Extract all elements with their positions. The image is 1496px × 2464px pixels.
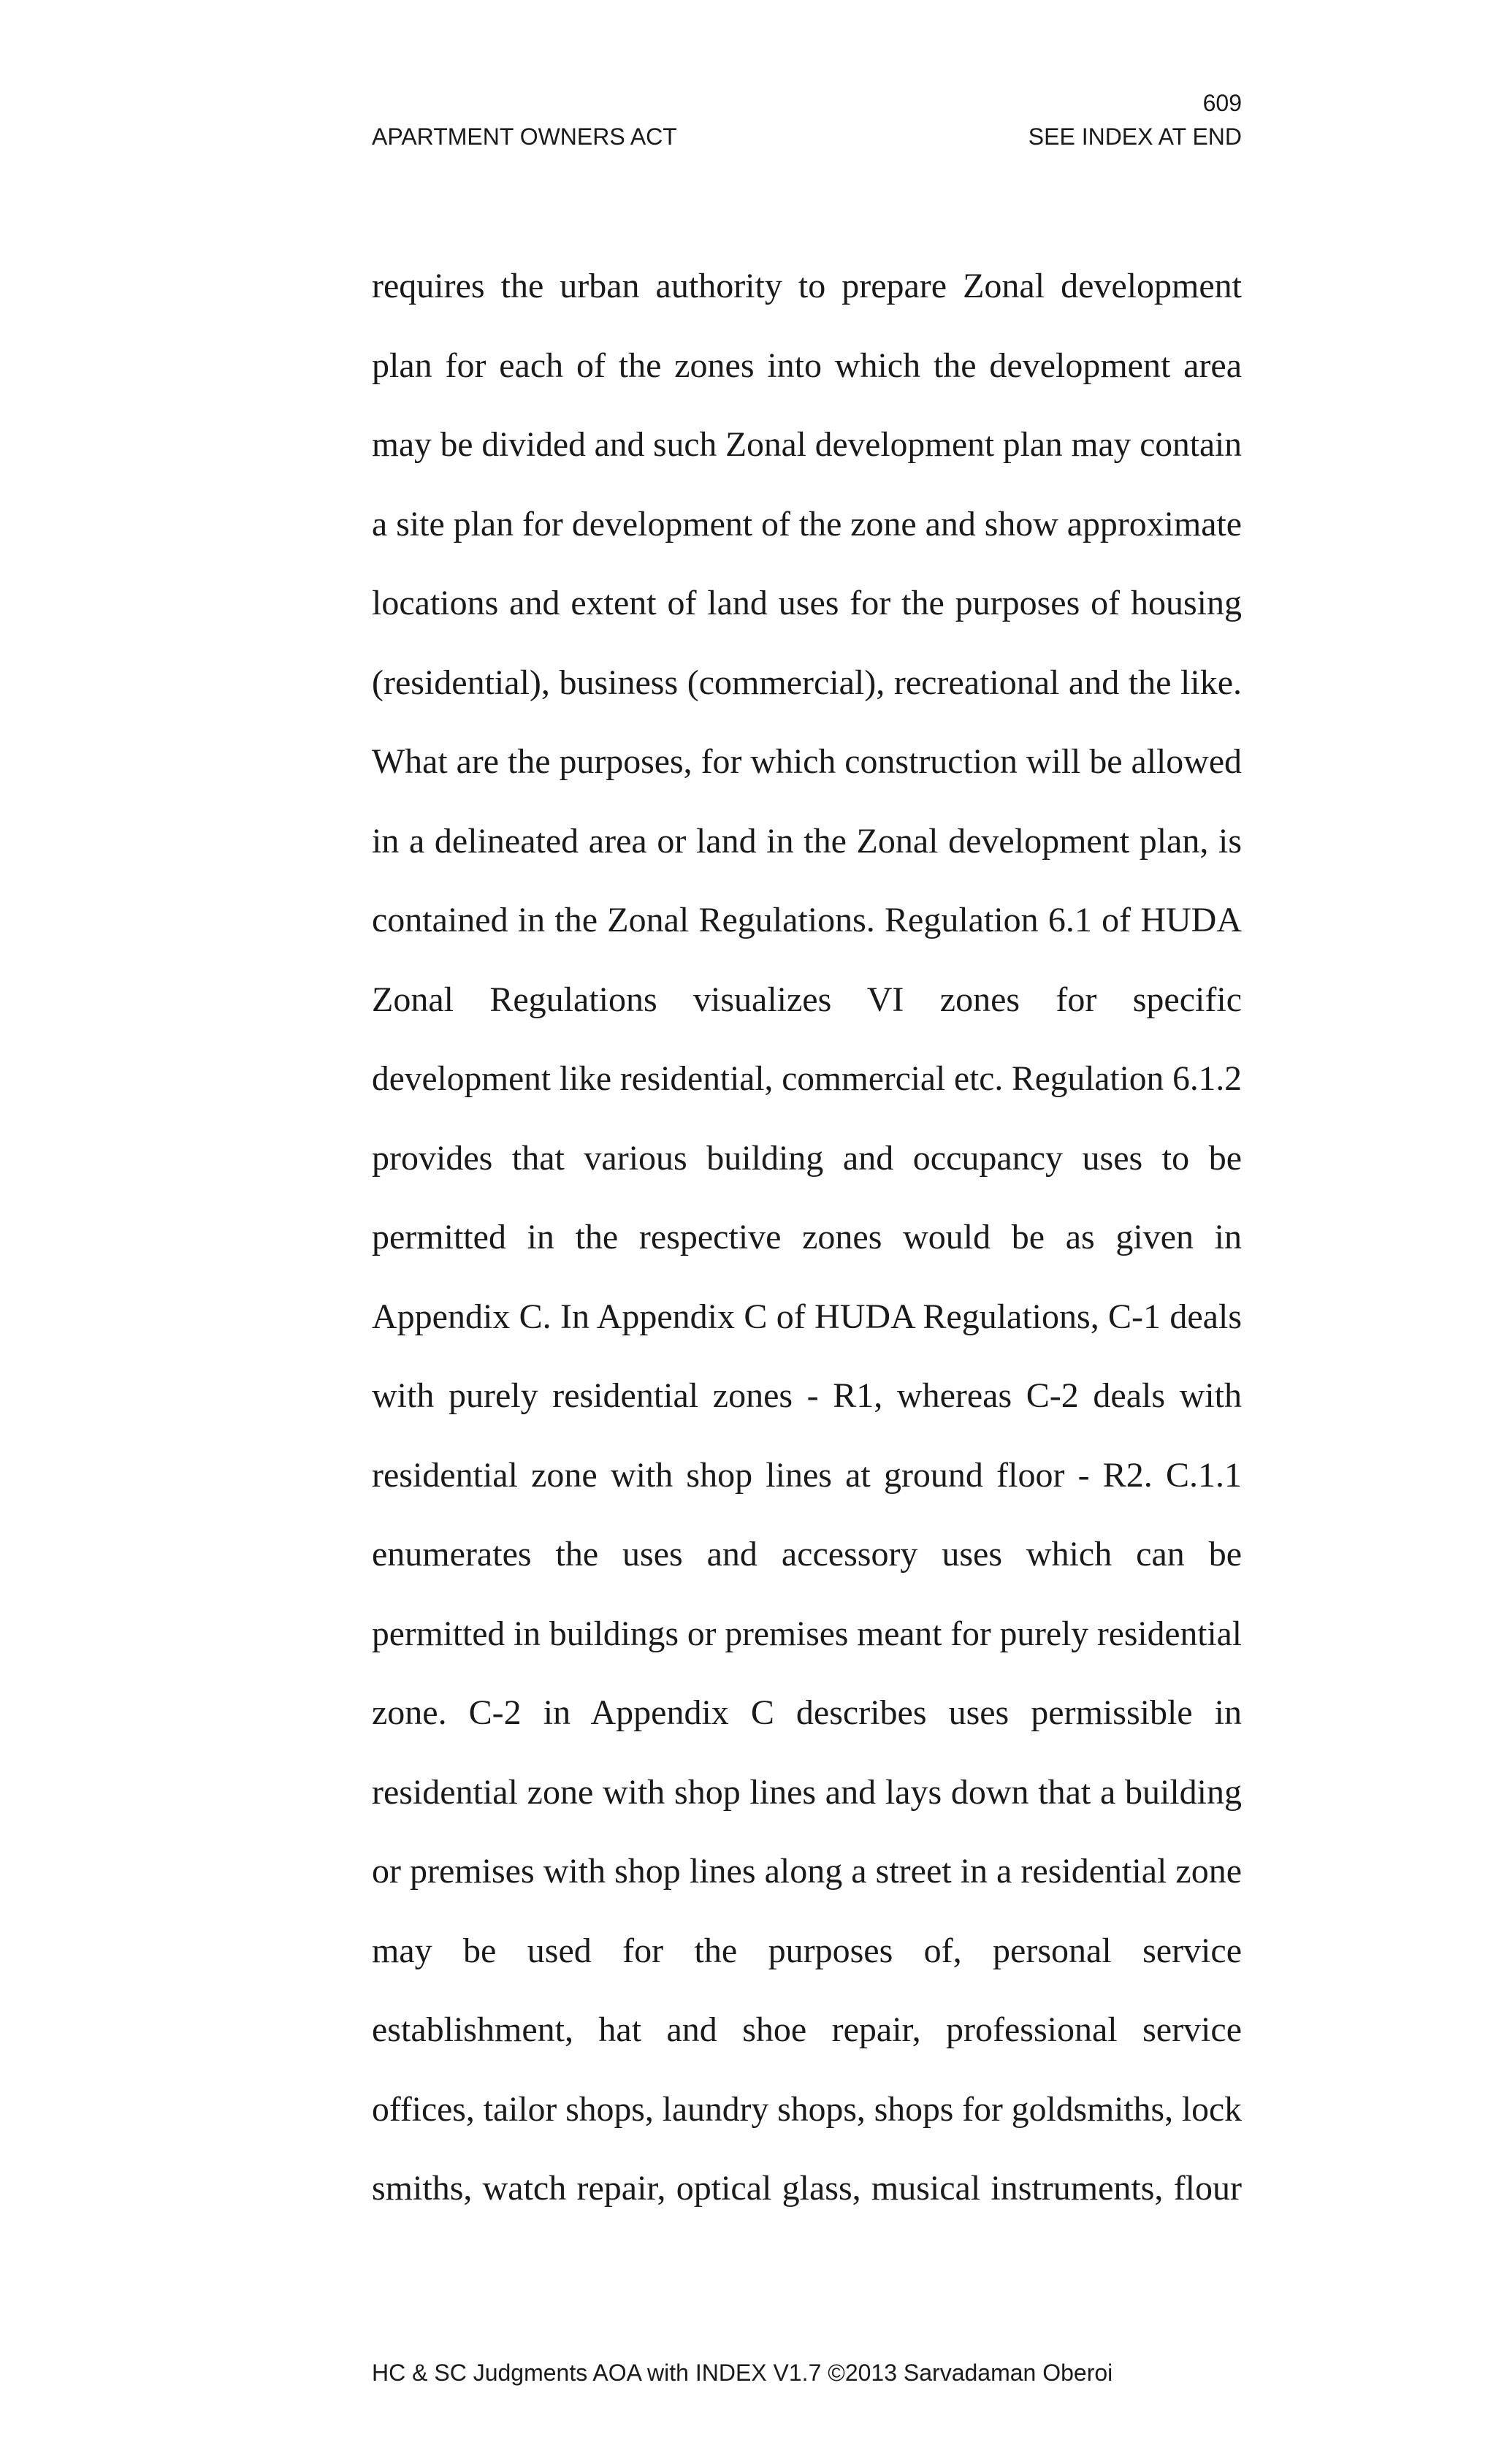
- body-line: Appendix C. In Appendix C of HUDA Regulations, C-1 deals: [372, 1297, 1242, 1336]
- body-line: a site plan for development of the zone and show approximate: [372, 504, 1242, 543]
- body-line: permitted in the respective zones would be as given in: [372, 1218, 1242, 1256]
- body-line: with purely residential zones - R1, whereas C-2 deals with: [372, 1376, 1242, 1415]
- body-line: in a delineated area or land in the Zonal development plan, is: [372, 821, 1242, 861]
- body-text: [372, 263, 1242, 2245]
- body-line: plan for each of the zones into which the development area: [372, 346, 1242, 385]
- body-line: may be divided and such Zonal development plan may contain: [372, 425, 1242, 464]
- page-number: 609: [1202, 90, 1242, 116]
- body-line: smiths, watch repair, optical glass, musical instruments, flour: [372, 2169, 1242, 2208]
- body-line: residential zone with shop lines at ground floor - R2. C.1.1: [372, 1455, 1242, 1495]
- body-line: (residential), business (commercial), recreational and the like.: [372, 663, 1242, 702]
- body-line: Zonal Regulations visualizes VI zones for specific: [372, 980, 1242, 1019]
- body-line: What are the purposes, for which construction will be allowed: [372, 742, 1242, 781]
- body-line: permitted in buildings or premises meant for purely residential: [372, 1614, 1242, 1653]
- running-header-title: APARTMENT OWNERS ACT: [372, 123, 677, 150]
- body-line: offices, tailor shops, laundry shops, shops for goldsmiths, lock: [372, 2089, 1242, 2129]
- body-line: may be used for the purposes of, personal service: [372, 1931, 1242, 1970]
- body-line: requires the urban authority to prepare Zonal development: [372, 267, 1242, 305]
- body-line: locations and extent of land uses for the purposes of housing: [372, 584, 1242, 622]
- body-line: enumerates the uses and accessory uses which can be: [372, 1535, 1242, 1574]
- body-line: zone. C-2 in Appendix C describes uses permissible in: [372, 1693, 1242, 1732]
- body-line: provides that various building and occupancy uses to be: [372, 1138, 1242, 1178]
- body-line: or premises with shop lines along a street in a residential zone: [372, 1852, 1242, 1891]
- body-line: contained in the Zonal Regulations. Regulation 6.1 of HUDA: [372, 901, 1242, 939]
- body-line: residential zone with shop lines and lays down that a building: [372, 1772, 1242, 1812]
- body-line: development like residential, commercial etc. Regulation 6.1.2: [372, 1059, 1242, 1098]
- body-line: establishment, hat and shoe repair, professional service: [372, 2010, 1242, 2049]
- running-header-index-note: SEE INDEX AT END: [1028, 123, 1242, 150]
- page-footer: HC & SC Judgments AOA with INDEX V1.7 ©2013 Sarvadaman Oberoi: [372, 2360, 1113, 2386]
